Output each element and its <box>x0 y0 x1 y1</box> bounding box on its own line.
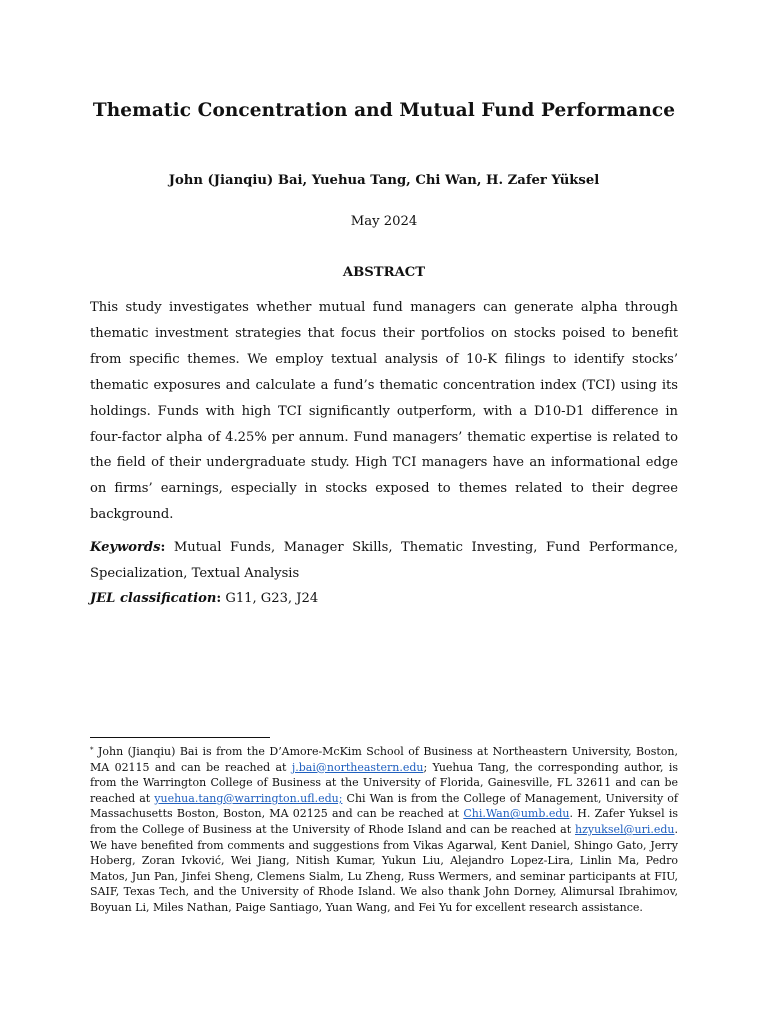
footnote-text-5: . We have benefited from comments and suggestions from Vikas Agarwal, Kent Daniel, Shingo Gato, Jerry Hoberg, Zoran Ivković, Wei Jiang, Nitish Kumar, Yukun Liu, Alejandro Lopez-Lira, Linlin Ma, Pedro Matos, Jun Pan, Jinfei Sheng, Clemens Sialm, Lu Zheng, Russ Wermers, and seminar participants at FIU, SAIF, Texas Tech, and the University of Rhode Island. We also thank John Dorney, Alimursal Ibrahimov, Boyuan Li, Miles Nathan, Paige Santiago, Yuan Wang, and Fei Yu for excellent research assistance. <box>90 822 678 914</box>
abstract-heading: ABSTRACT <box>342 265 426 280</box>
footnote-text-4: . H. Zafer Yuksel is from the College of Business at the University of Rhode Island and can be reached at <box>90 807 678 836</box>
publication-date: May 2024 <box>350 214 418 229</box>
email-link-tang[interactable]: yuehua.tang@warrington.ufl.edu; <box>154 791 343 805</box>
keywords-section: Keywords: Mutual Funds, Manager Skills, Thematic Investing, Fund Performance, Specialization, Textual Analysis <box>90 540 678 581</box>
paper-title: Thematic Concentration and Mutual Fund Performance <box>92 100 676 121</box>
footnote-text-3: Chi Wan is from the College of Management, University of Massachusetts Boston, Boston, MA 02125 and can be reached at <box>90 791 678 821</box>
footnote-text-1: John (Jianqiu) Bai is from the D’Amore-McKim School of Business at Northeastern University, Boston, MA 02115 and can be reached at <box>90 745 678 774</box>
keywords-label: Keywords <box>90 540 161 555</box>
author-list: John (Jianqiu) Bai, Yuehua Tang, Chi Wan, H. Zafer Yüksel <box>168 173 600 188</box>
email-link-wan[interactable]: Chi.Wan@umb.edu <box>463 807 570 821</box>
footnote-divider <box>90 737 270 738</box>
keywords-text: Mutual Funds, Manager Skills, Thematic Investing, Fund Performance, Specialization, Textual Analysis <box>90 540 678 581</box>
email-link-yuksel[interactable]: hzyuksel@uri.edu <box>574 822 675 836</box>
jel-section: JEL classification: G11, G23, J24 <box>90 591 319 606</box>
email-link-bai[interactable]: j.bai@northeastern.edu <box>291 760 424 774</box>
jel-label: JEL classification <box>90 591 217 606</box>
abstract-text: This study investigates whether mutual fund managers can generate alpha through thematic investment strategies that focus their portfolios on stocks poised to benefit from specific themes. We employ textual analysis of 10-K filings to identify stocks’ thematic exposures and calculate a fund’s thematic concentration index (TCI) using its holdings. Funds with high TCI significantly outperform, with a D10-D1 difference in four-factor alpha of 4.25% per annum. Fund managers’ thematic expertise is related to the field of their undergraduate study. High TCI managers have an informational edge on firms’ earnings, especially in stocks exposed to themes related to their degree background. <box>90 300 678 523</box>
author-footnote <box>90 744 678 916</box>
footnote-marker: * <box>90 746 94 754</box>
footnote-text-2: ; Yuehua Tang, the corresponding author, is from the Warrington College of Business at the University of Florida, Gainesville, FL 32611 and can be reached at <box>90 760 678 805</box>
jel-text: G11, G23, J24 <box>225 591 319 606</box>
